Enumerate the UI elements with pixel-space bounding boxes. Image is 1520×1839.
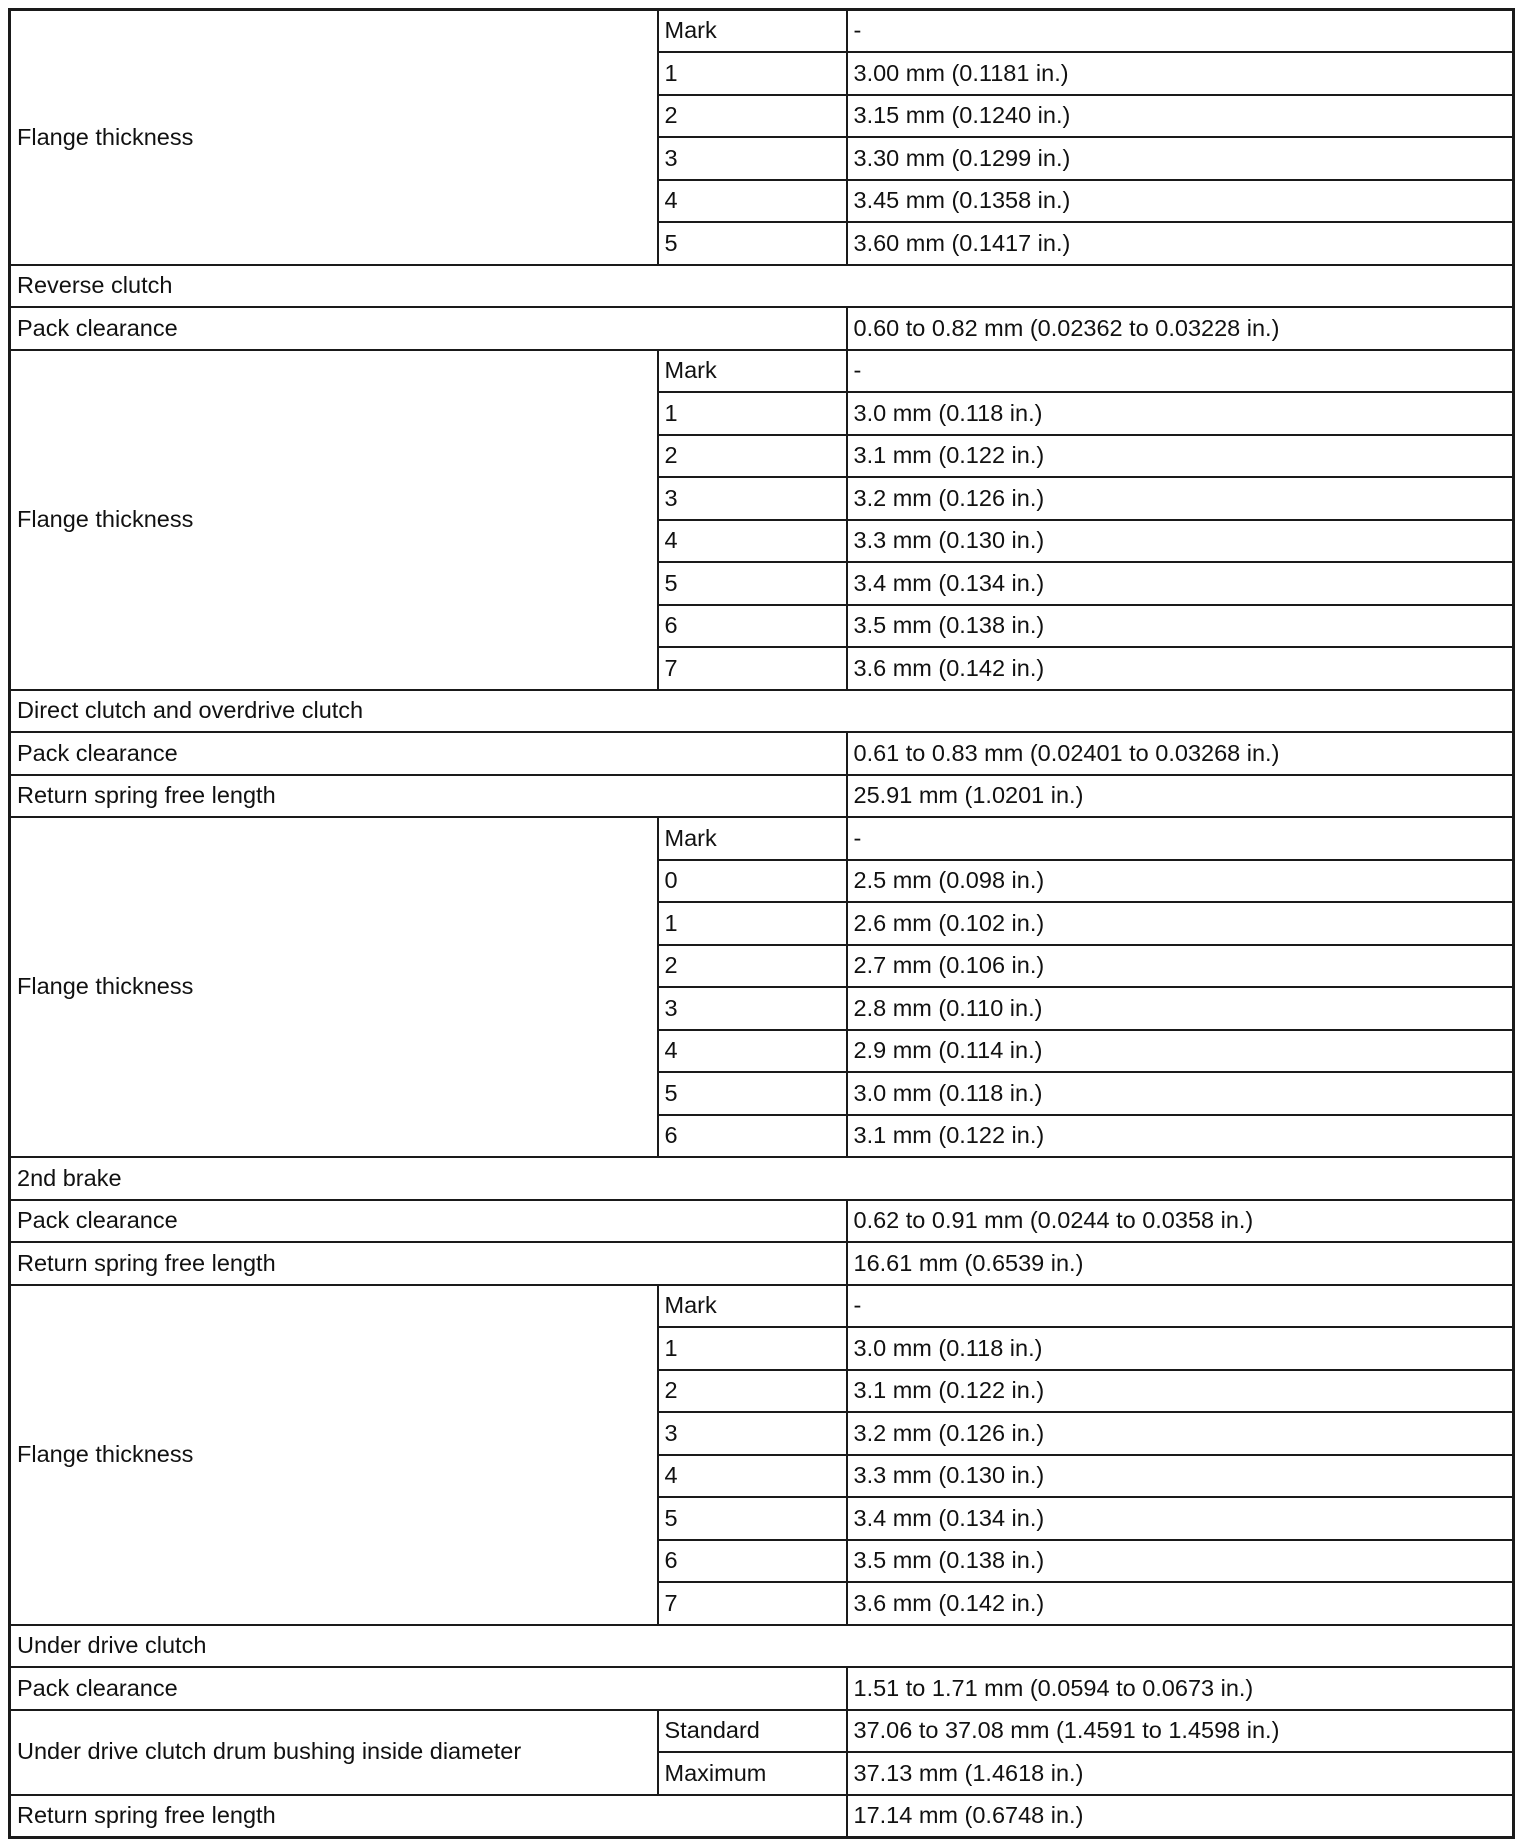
section-heading: 2nd brake [10,1157,1514,1200]
spec-value: 17.14 mm (0.6748 in.) [847,1795,1514,1838]
mark-cell: Mark [658,1285,847,1328]
mark-value: 3.0 mm (0.118 in.) [847,1327,1514,1370]
mark-cell: 7 [658,1582,847,1625]
mark-cell: 5 [658,222,847,265]
mark-cell: 6 [658,1115,847,1158]
spec-label: Flange thickness [10,1285,658,1625]
mark-cell: 1 [658,392,847,435]
section-heading: Direct clutch and overdrive clutch [10,690,1514,733]
mark-value: 2.5 mm (0.098 in.) [847,860,1514,903]
section-heading-row [10,265,1514,308]
mark-value: 2.6 mm (0.102 in.) [847,902,1514,945]
mark-cell: Mark [658,817,847,860]
spec-row [10,1200,1514,1243]
mark-value: 2.9 mm (0.114 in.) [847,1030,1514,1073]
mark-cell: 2 [658,945,847,988]
mark-cell: 6 [658,605,847,648]
spec-label: Return spring free length [10,1242,847,1285]
mark-cell: 4 [658,1455,847,1498]
mark-cell: 3 [658,1412,847,1455]
mark-value: 3.5 mm (0.138 in.) [847,605,1514,648]
mark-row [10,1285,1514,1328]
spec-value: 16.61 mm (0.6539 in.) [847,1242,1514,1285]
mark-value: 37.06 to 37.08 mm (1.4591 to 1.4598 in.) [847,1710,1514,1753]
spec-label: Flange thickness [10,10,658,265]
mark-value: 37.13 mm (1.4618 in.) [847,1752,1514,1795]
section-heading-row [10,690,1514,733]
mark-value: - [847,817,1514,860]
spec-label: Pack clearance [10,1667,847,1710]
mark-cell: 1 [658,52,847,95]
spec-label: Under drive clutch drum bushing inside diameter [10,1710,658,1795]
mark-value: 3.4 mm (0.134 in.) [847,562,1514,605]
spec-value: 1.51 to 1.71 mm (0.0594 to 0.0673 in.) [847,1667,1514,1710]
mark-cell: Maximum [658,1752,847,1795]
spec-value: 0.61 to 0.83 mm (0.02401 to 0.03268 in.) [847,732,1514,775]
mark-value: 3.5 mm (0.138 in.) [847,1540,1514,1583]
mark-cell: 7 [658,647,847,690]
mark-cell: 5 [658,1072,847,1115]
mark-value: 3.2 mm (0.126 in.) [847,1412,1514,1455]
mark-value: 3.1 mm (0.122 in.) [847,1115,1514,1158]
section-heading: Reverse clutch [10,265,1514,308]
mark-cell: 3 [658,477,847,520]
mark-cell: 1 [658,1327,847,1370]
section-heading-row [10,1157,1514,1200]
mark-cell: Standard [658,1710,847,1753]
spec-row [10,775,1514,818]
mark-row [10,1710,1514,1753]
spec-row [10,732,1514,775]
mark-value: - [847,10,1514,53]
spec-value: 0.62 to 0.91 mm (0.0244 to 0.0358 in.) [847,1200,1514,1243]
spec-label: Pack clearance [10,732,847,775]
mark-value: 3.0 mm (0.118 in.) [847,392,1514,435]
mark-value: 3.1 mm (0.122 in.) [847,1370,1514,1413]
mark-cell: 1 [658,902,847,945]
mark-value: - [847,1285,1514,1328]
mark-row [10,350,1514,393]
spec-label: Pack clearance [10,1200,847,1243]
mark-row [10,817,1514,860]
mark-cell: 0 [658,860,847,903]
spec-row [10,1795,1514,1838]
spec-table [8,8,1515,1839]
mark-value: 3.30 mm (0.1299 in.) [847,137,1514,180]
mark-cell: 6 [658,1540,847,1583]
mark-cell: 4 [658,180,847,223]
spec-label: Flange thickness [10,817,658,1157]
mark-value: 3.0 mm (0.118 in.) [847,1072,1514,1115]
mark-cell: 2 [658,1370,847,1413]
section-heading: Under drive clutch [10,1625,1514,1668]
mark-value: 3.6 mm (0.142 in.) [847,647,1514,690]
spec-row [10,307,1514,350]
mark-cell: 4 [658,1030,847,1073]
mark-value: 3.45 mm (0.1358 in.) [847,180,1514,223]
spec-table-body [10,10,1514,1838]
mark-cell: 2 [658,435,847,478]
mark-value: 2.7 mm (0.106 in.) [847,945,1514,988]
spec-row [10,1667,1514,1710]
mark-cell: 5 [658,562,847,605]
mark-value: 3.3 mm (0.130 in.) [847,1455,1514,1498]
mark-cell: 4 [658,520,847,563]
mark-cell: Mark [658,350,847,393]
mark-value: 3.15 mm (0.1240 in.) [847,95,1514,138]
mark-value: - [847,350,1514,393]
mark-value: 3.00 mm (0.1181 in.) [847,52,1514,95]
mark-value: 3.6 mm (0.142 in.) [847,1582,1514,1625]
mark-cell: 2 [658,95,847,138]
spec-label: Return spring free length [10,1795,847,1838]
mark-value: 3.3 mm (0.130 in.) [847,520,1514,563]
section-heading-row [10,1625,1514,1668]
spec-label: Flange thickness [10,350,658,690]
mark-value: 3.4 mm (0.134 in.) [847,1497,1514,1540]
spec-label: Return spring free length [10,775,847,818]
spec-value: 25.91 mm (1.0201 in.) [847,775,1514,818]
mark-value: 2.8 mm (0.110 in.) [847,987,1514,1030]
mark-cell: Mark [658,10,847,53]
mark-row [10,10,1514,53]
mark-cell: 5 [658,1497,847,1540]
mark-value: 3.2 mm (0.126 in.) [847,477,1514,520]
spec-label: Pack clearance [10,307,847,350]
spec-row [10,1242,1514,1285]
spec-value: 0.60 to 0.82 mm (0.02362 to 0.03228 in.) [847,307,1514,350]
mark-cell: 3 [658,987,847,1030]
mark-value: 3.60 mm (0.1417 in.) [847,222,1514,265]
mark-cell: 3 [658,137,847,180]
mark-value: 3.1 mm (0.122 in.) [847,435,1514,478]
